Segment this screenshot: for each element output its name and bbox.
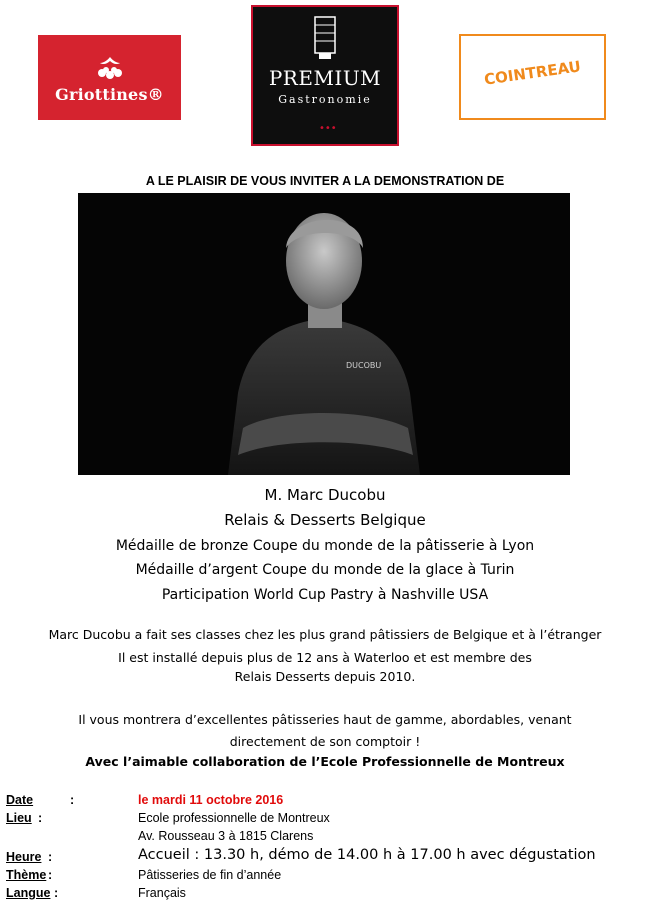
langue-value: Français <box>138 886 186 900</box>
speaker-name: M. Marc Ducobu <box>264 486 386 504</box>
lieu-value: Ecole professionnelle de Montreux <box>138 811 330 825</box>
langue-colon: : <box>54 886 59 900</box>
griottines-logo-text: Griottines® <box>55 85 164 104</box>
bio-line: Marc Ducobu a fait ses classes chez les plus grand pâtissiers de Belgique et à l’étranger <box>48 627 602 642</box>
cointreau-logo <box>459 34 606 120</box>
premium-gastronomie-logo <box>251 5 399 146</box>
heure-colon: : <box>48 850 53 864</box>
svg-text:DUCOBU: DUCOBU <box>346 361 382 370</box>
bio-line: Il est installé depuis plus de 12 ans à Waterloo et est membre des <box>118 650 532 665</box>
collaboration-note: Avec l’aimable collaboration de l’Ecole Professionnelle de Montreux <box>85 754 565 769</box>
premium-title: PREMIUM <box>268 66 382 90</box>
bio-line: Relais Desserts depuis 2010. <box>234 669 416 684</box>
premium-subtitle: Gastronomie <box>278 93 372 106</box>
lieu-address: Av. Rousseau 3 à 1815 Clarens <box>138 829 314 843</box>
speaker-organization: Relais & Desserts Belgique <box>224 511 426 529</box>
premium-dots: ••• <box>319 123 337 134</box>
award-line: Médaille de bronze Coupe du monde de la pâtisserie à Lyon <box>115 538 535 554</box>
date-value: le mardi 11 octobre 2016 <box>138 793 284 807</box>
chef-silhouette <box>78 193 570 475</box>
griottines-logo <box>38 35 181 120</box>
heure-label: Heure <box>6 850 42 864</box>
theme-value: Pâtisseries de fin d’année <box>138 868 282 882</box>
award-line: Participation World Cup Pastry à Nashville USA <box>161 587 489 603</box>
theme-colon: : <box>48 868 53 882</box>
invitation-headline: A LE PLAISIR DE VOUS INVITER A LA DEMONSTRATION DE <box>145 174 505 188</box>
lieu-label: Lieu <box>6 811 32 825</box>
chef-hat-icon <box>313 15 337 61</box>
description-line: directement de son comptoir ! <box>229 734 421 749</box>
award-line: Médaille d’argent Coupe du monde de la glace à Turin <box>135 562 515 578</box>
chef-portrait-photo <box>78 193 570 475</box>
theme-label: Thème <box>6 868 47 882</box>
lieu-colon: : <box>38 811 43 825</box>
date-colon: : <box>70 793 75 807</box>
cherry-icon <box>95 53 125 83</box>
description-line: Il vous montrera d’excellentes pâtisseries haut de gamme, abordables, venant <box>78 712 572 727</box>
langue-label: Langue <box>6 886 51 900</box>
heure-value: Accueil : 13.30 h, démo de 14.00 h à 17.00 h avec dégustation <box>138 847 596 863</box>
date-label: Date <box>6 793 34 807</box>
cointreau-logo-text: COINTREAU <box>483 57 582 89</box>
